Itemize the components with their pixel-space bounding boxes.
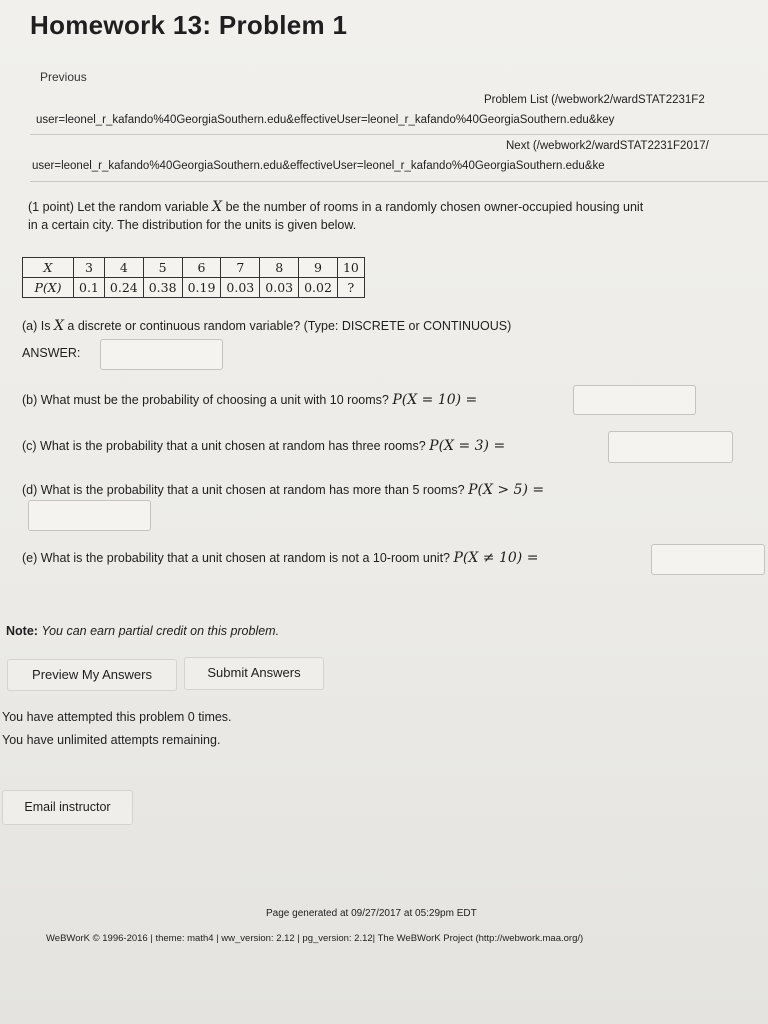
divider <box>30 134 768 135</box>
note-text: You can earn partial credit on this problem. <box>41 624 280 638</box>
table-cell-p: 0.19 <box>182 278 221 298</box>
attempts-remaining: You have unlimited attempts remaining. <box>2 733 221 747</box>
question-e-text: (e) What is the probability that a unit chosen at random is not a 10-room unit? <box>22 551 454 565</box>
table-cell-x: 6 <box>182 258 221 278</box>
next-link[interactable]: Next (/webwork2/wardSTAT2231F2017/ <box>506 140 709 152</box>
email-instructor-button[interactable]: Email instructor <box>2 790 133 825</box>
question-b-math: P(X = 10) = <box>392 392 478 408</box>
table-cell-p: ? <box>337 278 364 298</box>
math-variable: X <box>212 199 223 215</box>
table-cell-p: 0.03 <box>260 278 299 298</box>
table-header-p: P(X) <box>23 278 74 298</box>
table-cell-p: 0.1 <box>74 278 105 298</box>
distribution-table <box>22 257 365 298</box>
question-e-math: P(X ≠ 10) = <box>453 550 539 566</box>
question-a-text-cont: a discrete or continuous random variable? (Type: DISCRETE or CONTINUOUS) <box>63 319 512 333</box>
problem-list-link-url[interactable]: user=leonel_r_kafando%40GeorgiaSouthern.edu&effectiveUser=leonel_r_kafando%40GeorgiaSouthern.edu&key <box>36 114 615 126</box>
math-variable: X <box>53 318 64 334</box>
question-c-text: (c) What is the probability that a unit chosen at random has three rooms? <box>22 439 430 453</box>
table-cell-x: 7 <box>221 258 260 278</box>
previous-link[interactable]: Previous <box>40 70 87 84</box>
table-cell-p: 0.24 <box>104 278 143 298</box>
question-d-math: P(X > 5) = <box>468 482 545 498</box>
question-c-math: P(X = 3) = <box>429 438 506 454</box>
question-b <box>22 392 477 408</box>
question-d-text: (d) What is the probability that a unit chosen at random has more than 5 rooms? <box>22 483 469 497</box>
table-row-x <box>23 258 365 278</box>
answer-b-input[interactable] <box>573 385 696 415</box>
table-cell-x: 9 <box>299 258 338 278</box>
question-a-text: (a) Is <box>22 319 54 333</box>
preview-answers-button[interactable]: Preview My Answers <box>7 659 177 691</box>
attempts-count: You have attempted this problem 0 times. <box>2 710 232 724</box>
answer-a-input[interactable] <box>100 339 223 370</box>
problem-list-link[interactable]: Problem List (/webwork2/wardSTAT2231F2 <box>484 94 705 106</box>
table-cell-x: 5 <box>143 258 182 278</box>
table-cell-x: 4 <box>104 258 143 278</box>
question-b-text: (b) What must be the probability of choosing a unit with 10 rooms? <box>22 393 393 407</box>
table-cell-x: 3 <box>74 258 105 278</box>
footer-credits: WeBWorK © 1996-2016 | theme: math4 | ww_version: 2.12 | pg_version: 2.12| The WeBWorK Project (http://webwork.maa.org/) <box>46 933 584 944</box>
question-d <box>22 482 544 498</box>
problem-intro-line2: in a certain city. The distribution for the units is given below. <box>28 218 357 232</box>
note <box>6 624 279 638</box>
problem-intro-text-cont: be the number of rooms in a randomly chosen owner-occupied housing unit <box>222 200 644 214</box>
answer-label: ANSWER: <box>22 346 81 360</box>
divider <box>30 181 768 182</box>
table-cell-p: 0.38 <box>143 278 182 298</box>
question-e <box>22 550 538 566</box>
next-link-url[interactable]: user=leonel_r_kafando%40GeorgiaSouthern.edu&effectiveUser=leonel_r_kafando%40GeorgiaSouthern.edu&ke <box>32 160 605 172</box>
answer-d-input[interactable] <box>28 500 151 531</box>
question-c <box>22 438 505 454</box>
table-cell-p: 0.02 <box>299 278 338 298</box>
submit-answers-button[interactable]: Submit Answers <box>184 657 324 690</box>
problem-statement <box>28 198 768 234</box>
problem-intro-text: (1 point) Let the random variable <box>28 200 213 214</box>
page-generated: Page generated at 09/27/2017 at 05:29pm EDT <box>266 908 477 919</box>
answer-c-input[interactable] <box>608 431 733 463</box>
table-header-x: X <box>23 258 74 278</box>
page-title: Homework 13: Problem 1 <box>30 10 348 40</box>
table-cell-x: 10 <box>337 258 364 278</box>
table-cell-x: 8 <box>260 258 299 278</box>
table-row-p <box>23 278 365 298</box>
table-cell-p: 0.03 <box>221 278 260 298</box>
question-a <box>22 318 511 334</box>
note-label: Note: <box>6 624 38 638</box>
answer-e-input[interactable] <box>651 544 765 575</box>
